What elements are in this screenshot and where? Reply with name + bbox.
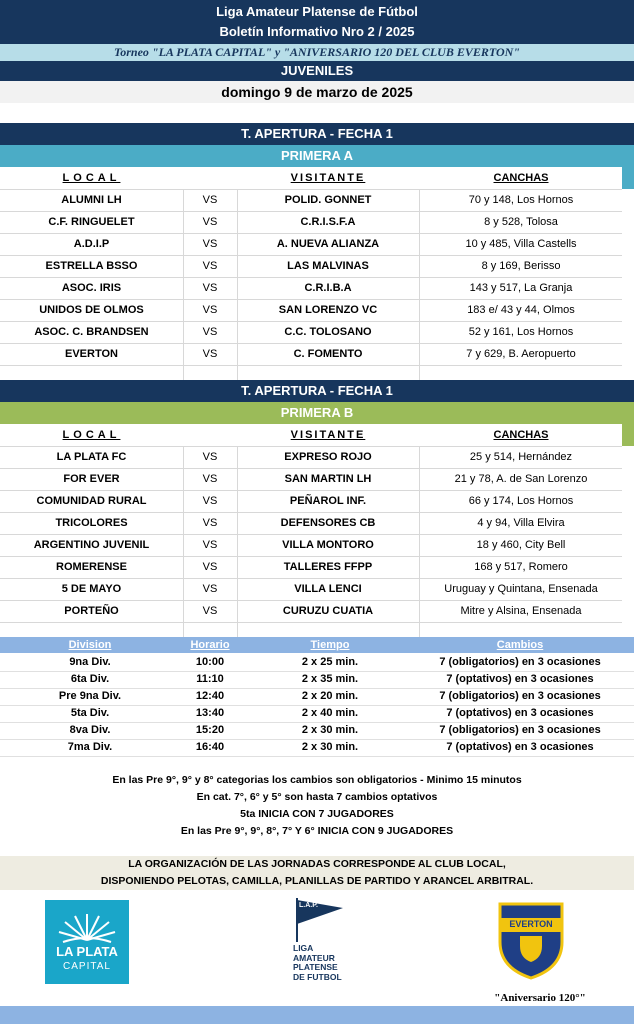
section-b-division: PRIMERA B	[0, 402, 634, 424]
versus-label: VS	[183, 189, 238, 211]
venue: 143 y 517, La Granja	[469, 282, 573, 294]
versus-label: VS	[183, 343, 238, 365]
time-cell: 12:40	[195, 690, 225, 702]
venue: 183 e/ 43 y 44, Olmos	[467, 304, 575, 316]
substitutions-cell: 7 (obligatorios) en 3 ocasiones	[439, 656, 601, 668]
note-line: En las Pre 9°, 9°, 8°, 7° Y 6° INICIA CON 9 JUGADORES	[180, 825, 454, 837]
la-plata-text: LA PLATA	[56, 944, 118, 959]
division-cell: 6ta Div.	[70, 673, 110, 685]
visiting-team: C.R.I.B.A	[237, 277, 420, 299]
lap-text	[293, 944, 342, 982]
organization-line: LA ORGANIZACIÓN DE LAS JORNADAS CORRESPONDE AL CLUB LOCAL,	[128, 858, 506, 870]
visiting-team: C.R.I.S.F.A	[237, 211, 420, 233]
local-team: ESTRELLA BSSO	[0, 255, 184, 277]
versus-label: VS	[183, 534, 238, 556]
visiting-team: DEFENSORES CB	[237, 512, 420, 534]
local-team: LA PLATA FC	[0, 446, 184, 468]
visiting-team: TALLERES FFPP	[237, 556, 420, 578]
visiting-team: LAS MALVINAS	[237, 255, 420, 277]
local-team: ASOC. C. BRANDSEN	[0, 321, 184, 343]
time-cell: 13:40	[195, 707, 225, 719]
section-b-stripe	[622, 424, 634, 446]
local-team: ALUMNI LH	[0, 189, 184, 211]
venue: 18 y 460, City Bell	[476, 539, 566, 551]
fixture-row	[0, 468, 622, 491]
schedule-row	[0, 671, 634, 689]
schedule-header	[0, 637, 634, 653]
division-cell: 8va Div.	[69, 724, 111, 736]
versus-label: VS	[183, 299, 238, 321]
versus-label: VS	[183, 211, 238, 233]
visiting-team: VILLA MONTORO	[237, 534, 420, 556]
fixture-row	[0, 446, 622, 469]
duration-cell: 2 x 30 min.	[301, 724, 359, 736]
schedule-row	[0, 705, 634, 723]
fixture-row	[0, 512, 622, 535]
local-team: EVERTON	[0, 343, 184, 365]
versus-label: VS	[183, 578, 238, 600]
venue: 70 y 148, Los Hornos	[468, 194, 574, 206]
schedule-header-cambios: Cambios	[496, 639, 544, 651]
duration-cell: 2 x 30 min.	[301, 741, 359, 753]
versus-label: VS	[183, 446, 238, 468]
schedule-row	[0, 722, 634, 740]
column-canchas: CANCHAS	[493, 172, 549, 184]
visiting-team: SAN MARTIN LH	[237, 468, 420, 490]
local-team: 5 DE MAYO	[0, 578, 184, 600]
substitutions-cell: 7 (optativos) en 3 ocasiones	[446, 673, 594, 685]
column-visitante: VISITANTE	[290, 429, 366, 441]
time-cell: 15:20	[195, 724, 225, 736]
venue: 66 y 174, Los Hornos	[468, 495, 574, 507]
lap-text-line: AMATEUR	[293, 952, 335, 963]
column-local: LOCAL	[62, 429, 121, 441]
organization-line: DISPONIENDO PELOTAS, CAMILLA, PLANILLAS DE PARTIDO Y ARANCEL ARBITRAL.	[100, 875, 534, 887]
venue: 4 y 94, Villa Elvira	[477, 517, 565, 529]
venue: 10 y 485, Villa Castells	[465, 238, 577, 250]
local-team: TRICOLORES	[0, 512, 184, 534]
section-b-column-headers	[0, 424, 622, 447]
schedule-row	[0, 688, 634, 706]
versus-label: VS	[183, 321, 238, 343]
versus-label: VS	[183, 277, 238, 299]
venue: 8 y 169, Berisso	[481, 260, 561, 272]
versus-label: VS	[183, 233, 238, 255]
substitutions-cell: 7 (obligatorios) en 3 ocasiones	[439, 690, 601, 702]
lap-text-line: LIGA	[293, 943, 314, 953]
duration-cell: 2 x 20 min.	[301, 690, 359, 702]
local-team: A.D.I.P	[0, 233, 184, 255]
visiting-team: C. FOMENTO	[237, 343, 420, 365]
visiting-team: A. NUEVA ALIANZA	[237, 233, 420, 255]
venue: 21 y 78, A. de San Lorenzo	[454, 473, 588, 485]
fixture-row	[0, 211, 622, 234]
visiting-team: POLID. GONNET	[237, 189, 420, 211]
league-title: Liga Amateur Platense de Fútbol	[216, 4, 418, 19]
venue: Mitre y Alsina, Ensenada	[460, 605, 582, 617]
time-cell: 16:40	[195, 741, 225, 753]
local-team: ROMERENSE	[0, 556, 184, 578]
section-b-title: T. APERTURA - FECHA 1	[0, 380, 634, 402]
fixture-row	[0, 189, 622, 212]
bulletin-title: Boletín Informativo Nro 2 / 2025	[219, 24, 415, 39]
local-team: COMUNIDAD RURAL	[0, 490, 184, 512]
versus-label: VS	[183, 512, 238, 534]
note-line: En las Pre 9°, 9° y 8° categorias los cambios son obligatorios - Minimo 15 minutos	[112, 774, 522, 786]
visiting-team: EXPRESO ROJO	[237, 446, 420, 468]
liga-amateur-platense-logo	[285, 896, 365, 988]
footer-band	[0, 1006, 634, 1024]
local-team: ARGENTINO JUVENIL	[0, 534, 184, 556]
division-cell: 7ma Div.	[67, 741, 113, 753]
venue: 8 y 528, Tolosa	[484, 216, 558, 228]
la-plata-capital-logo	[45, 900, 129, 984]
visiting-team: SAN LORENZO VC	[237, 299, 420, 321]
venue: 52 y 161, Los Hornos	[468, 326, 574, 338]
visiting-team: CURUZU CUATIA	[237, 600, 420, 622]
schedule-header-tiempo: Tiempo	[310, 639, 350, 651]
organization-box	[0, 856, 634, 890]
fixture-row	[0, 600, 622, 623]
venue: 7 y 629, B. Aeropuerto	[466, 348, 576, 360]
time-cell: 10:00	[195, 656, 225, 668]
column-visitante: VISITANTE	[290, 172, 366, 184]
tournament-title: Torneo "LA PLATA CAPITAL" y "ANIVERSARIO 120 DEL CLUB EVERTON"	[0, 44, 634, 61]
venue: 168 y 517, Romero	[474, 561, 568, 573]
column-local: LOCAL	[62, 172, 121, 184]
duration-cell: 2 x 35 min.	[301, 673, 359, 685]
substitutions-cell: 7 (optativos) en 3 ocasiones	[446, 707, 594, 719]
schedule-row	[0, 739, 634, 757]
section-a-division: PRIMERA A	[0, 145, 634, 167]
column-canchas: CANCHAS	[493, 429, 549, 441]
fixture-row	[0, 233, 622, 256]
visiting-team: VILLA LENCI	[237, 578, 420, 600]
versus-label: VS	[183, 556, 238, 578]
versus-label: VS	[183, 600, 238, 622]
versus-label: VS	[183, 468, 238, 490]
fixture-row	[0, 299, 622, 322]
substitutions-cell: 7 (obligatorios) en 3 ocasiones	[439, 724, 601, 736]
fixture-row	[0, 255, 622, 278]
versus-label: VS	[183, 255, 238, 277]
schedule-header-horario: Horario	[190, 639, 230, 651]
venue: Uruguay y Quintana, Ensenada	[444, 583, 598, 595]
section-a-stripe	[622, 167, 634, 189]
fixture-row	[0, 490, 622, 513]
fixture-row	[0, 343, 622, 366]
local-team: FOR EVER	[0, 468, 184, 490]
section-a-title: T. APERTURA - FECHA 1	[0, 123, 634, 145]
duration-cell: 2 x 40 min.	[301, 707, 359, 719]
capital-text: CAPITAL	[63, 961, 111, 972]
date-title: domingo 9 de marzo de 2025	[0, 81, 634, 103]
fixture-row	[0, 277, 622, 300]
lap-flag-text: L.A.P.	[299, 902, 318, 909]
header-banner	[0, 0, 634, 44]
local-team: ASOC. IRIS	[0, 277, 184, 299]
division-cell: 5ta Div.	[70, 707, 110, 719]
duration-cell: 2 x 25 min.	[301, 656, 359, 668]
local-team: UNIDOS DE OLMOS	[0, 299, 184, 321]
division-cell: Pre 9na Div.	[58, 690, 122, 702]
visiting-team: PEÑAROL INF.	[237, 490, 420, 512]
division-cell: 9na Div.	[69, 656, 111, 668]
schedule-row	[0, 654, 634, 672]
local-team: PORTEÑO	[0, 600, 184, 622]
everton-shield-icon	[496, 900, 566, 980]
versus-label: VS	[183, 490, 238, 512]
local-team: C.F. RINGUELET	[0, 211, 184, 233]
fixture-row	[0, 556, 622, 579]
note-line: 5ta INICIA CON 7 JUGADORES	[240, 808, 394, 820]
fixture-row	[0, 578, 622, 601]
section-a-column-headers	[0, 167, 622, 190]
schedule-header-division: Division	[68, 639, 112, 651]
note-line: En cat. 7°, 6° y 5° son hasta 7 cambios optativos	[196, 791, 438, 803]
aniversario-caption: "Aniversario 120°"	[494, 992, 586, 1004]
venue: 25 y 514, Hernández	[469, 451, 573, 463]
fixture-row	[0, 534, 622, 557]
fixture-row	[0, 321, 622, 344]
everton-crest-logo	[496, 900, 566, 980]
substitutions-cell: 7 (optativos) en 3 ocasiones	[446, 741, 594, 753]
lap-text-line: PLATENSE	[293, 962, 338, 972]
visiting-team: C.C. TOLOSANO	[237, 321, 420, 343]
category-title: JUVENILES	[0, 61, 634, 81]
everton-text: EVERTON	[509, 919, 553, 929]
time-cell: 11:10	[196, 673, 224, 685]
lap-text-line: DE FUTBOL	[293, 971, 342, 982]
